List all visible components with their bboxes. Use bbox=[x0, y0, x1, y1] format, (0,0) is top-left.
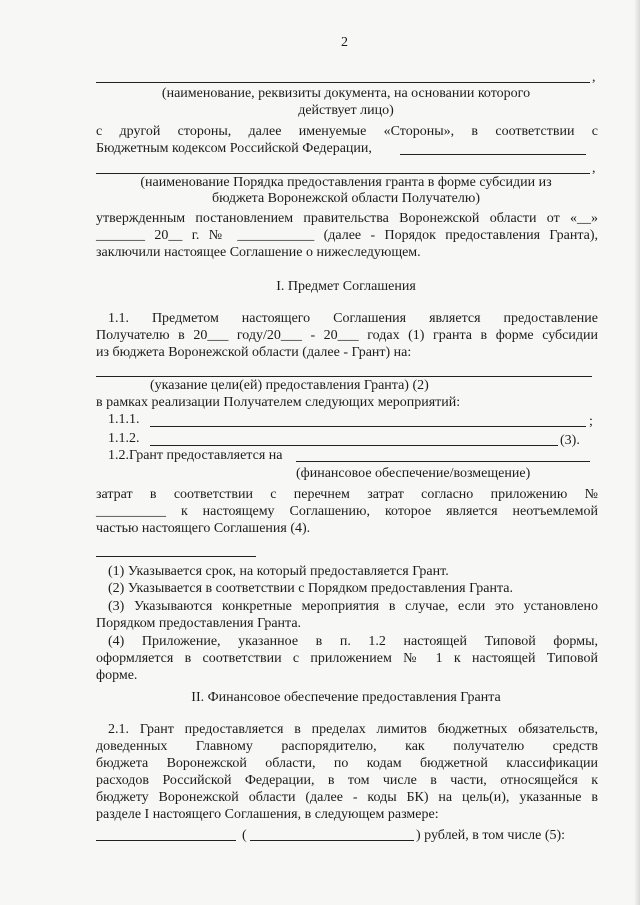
page-number: 2 bbox=[341, 35, 348, 50]
footnote-separator bbox=[96, 556, 256, 557]
caption-goal: (указание цели(ей) предоставления Гранта) (2) bbox=[150, 378, 429, 393]
caption-finance: (финансовое обеспечение/возмещение) bbox=[296, 466, 531, 481]
page-edge-shadow bbox=[634, 0, 640, 905]
costs-line-end: частью настоящего Соглашения (4). bbox=[96, 521, 311, 536]
footnote-2: (2) Указывается в соответствии с Порядком предоставления Гранта. bbox=[108, 581, 514, 596]
paragraph-2-1-l6: разделе I настоящего Соглашения, в следующем размере: bbox=[96, 807, 439, 822]
item-1-1-2-end: (3). bbox=[560, 433, 580, 448]
paragraph-1-1: 1.1. Предметом настоящего Соглашения является предоставление bbox=[108, 311, 598, 326]
paragraph-2-1: 2.1. Грант предоставляется в пределах лимитов бюджетных обязательств, bbox=[108, 722, 598, 737]
approved-line-end: заключили настоящее Соглашение о нижеследующем. bbox=[96, 245, 421, 260]
footnote-3-cont: Порядком предоставления Гранта. bbox=[96, 616, 302, 631]
blank-line-item-1-1-2 bbox=[150, 445, 558, 446]
item-1-2: 1.2.Грант предоставляется на bbox=[108, 448, 283, 463]
caption-order-cont: бюджета Воронежской области Получателю) bbox=[211, 191, 480, 206]
approved-line-cont: _______ 20__ г. № ___________ (далее - Порядок предоставления Гранта), bbox=[96, 228, 598, 243]
footnote-4-cont: оформляется в соответствии с приложением № 1 к настоящей Типовой bbox=[96, 651, 598, 666]
activities-intro: в рамках реализации Получателем следующих мероприятий: bbox=[96, 395, 461, 410]
caption-document-cont: действует лицо) bbox=[298, 103, 394, 118]
costs-line-cont: __________ к настоящему Соглашению, которое является неотъемлемой bbox=[96, 504, 598, 519]
paragraph-2-1-l5: бюджету Воронежской области (далее - коды БК) на цель(и), указанные в bbox=[96, 790, 598, 805]
paragraph-2-1-l4: расходов Российской Федерации, в том числе в части, относящейся к bbox=[96, 773, 598, 788]
footnote-3: (3) Указываются конкретные мероприятия в случае, если это установлено bbox=[108, 599, 598, 614]
footnote-4-end: форме. bbox=[96, 668, 138, 683]
caption-order: (наименование Порядка предоставления гранта в форме субсидии из bbox=[140, 175, 552, 190]
blank-line-parties bbox=[400, 154, 586, 155]
paragraph-2-1-l3: бюджета Воронежской области, по кодам бюджетной классификации bbox=[96, 756, 598, 771]
blank-line-amount-words bbox=[250, 840, 414, 841]
blank-line-amount bbox=[96, 840, 236, 841]
comma: , bbox=[592, 70, 596, 85]
parties-line: с другой стороны, далее именуемые «Стороны», в соответствии с bbox=[96, 124, 598, 139]
blank-line-document bbox=[96, 82, 590, 83]
footnote-1: (1) Указывается срок, на который предоставляется Грант. bbox=[108, 564, 449, 579]
section-2-title: II. Финансовое обеспечение предоставления Гранта bbox=[191, 690, 501, 705]
blank-line-item-1-2 bbox=[296, 461, 590, 462]
parties-line-cont: Бюджетным кодексом Российской Федерации, bbox=[96, 141, 372, 156]
costs-line: затрат в соответствии с перечнем затрат согласно приложению № bbox=[96, 487, 598, 502]
caption-document: (наименование, реквизиты документа, на основании которого bbox=[161, 86, 531, 101]
item-1-1-2: 1.1.2. bbox=[108, 431, 140, 446]
section-1-title: I. Предмет Соглашения bbox=[276, 279, 416, 294]
footnote-4: (4) Приложение, указанное в п. 1.2 настоящей Типовой формы, bbox=[108, 634, 598, 649]
paragraph-2-1-l2: доведенных Главному распорядителю, как получателю средств bbox=[96, 739, 598, 754]
approved-line: утвержденным постановлением правительства Воронежской области от «__» bbox=[96, 211, 598, 226]
paragraph-1-1-cont: Получателю в 20___ году/20___ - 20___ годах (1) гранта в форме субсидии bbox=[96, 328, 598, 343]
comma: , bbox=[592, 161, 596, 176]
amount-close-text: ) рублей, в том числе (5): bbox=[416, 828, 566, 843]
semicolon: ; bbox=[589, 414, 593, 429]
blank-line-item-1-1-1 bbox=[150, 426, 586, 427]
item-1-1-1: 1.1.1. bbox=[108, 412, 140, 427]
paragraph-1-1-end: из бюджета Воронежской области (далее - Грант) на: bbox=[96, 345, 412, 360]
amount-open-paren: ( bbox=[242, 828, 247, 843]
